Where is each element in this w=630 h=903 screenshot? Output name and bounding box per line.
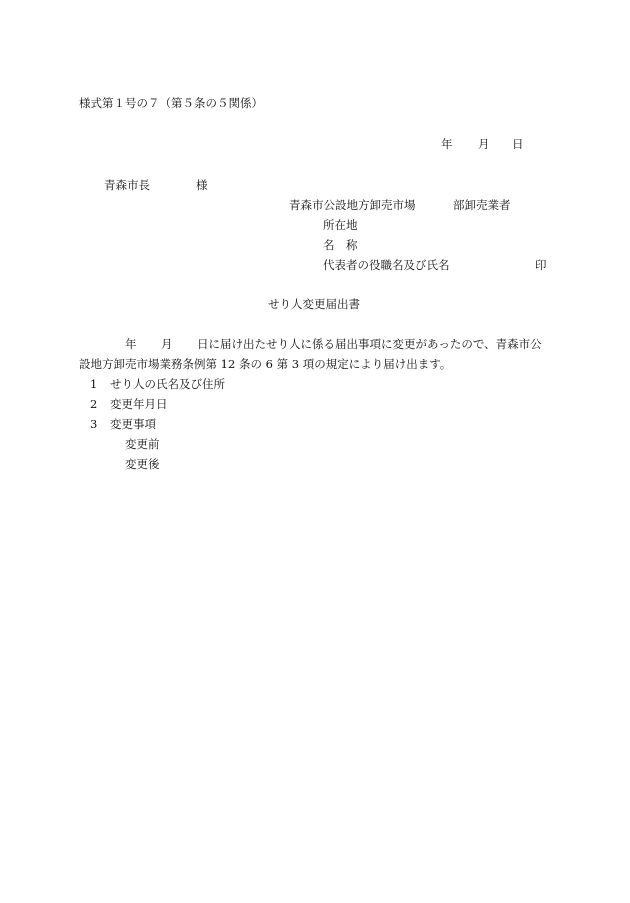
item-label: 変更事項 [110, 417, 156, 431]
body-month-label: 月 [161, 337, 173, 351]
item-label: 変更年月日 [110, 397, 168, 411]
sub-item-before: 変更前 [125, 437, 160, 451]
sender-address-label: 所在地 [323, 218, 358, 232]
item-number: 1 [90, 377, 98, 391]
item-label: せり人の氏名及び住所 [110, 377, 225, 391]
document-title: せり人変更届出書 [268, 297, 360, 311]
sender-name-label: 名 称 [323, 238, 358, 252]
date-day-label: 日 [512, 137, 524, 151]
sender-representative-label: 代表者の役職名及び氏名 [323, 258, 450, 272]
form-number: 様式第１号の７（第５条の５関係） [79, 96, 263, 110]
body-line-1: 日に届け出たせり人に係る届出事項に変更があったので、青森市公 [197, 337, 542, 351]
sender-business-type: 部卸売業者 [453, 198, 511, 212]
body-line-2: 設地方卸売市場業務条例第 12 条の 6 第 3 項の規定により届け出ます。 [79, 357, 452, 371]
item-number: 2 [90, 397, 98, 411]
sub-item-after: 変更後 [125, 457, 160, 471]
item-number: 3 [90, 417, 98, 431]
addressee-honorific: 様 [196, 178, 208, 192]
date-month-label: 月 [478, 137, 490, 151]
addressee-name: 青森市長 [104, 178, 150, 192]
sender-market: 青森市公設地方卸売市場 [289, 198, 416, 212]
date-year-label: 年 [441, 137, 453, 151]
body-year-label: 年 [125, 337, 137, 351]
seal-mark: 印 [535, 258, 547, 272]
